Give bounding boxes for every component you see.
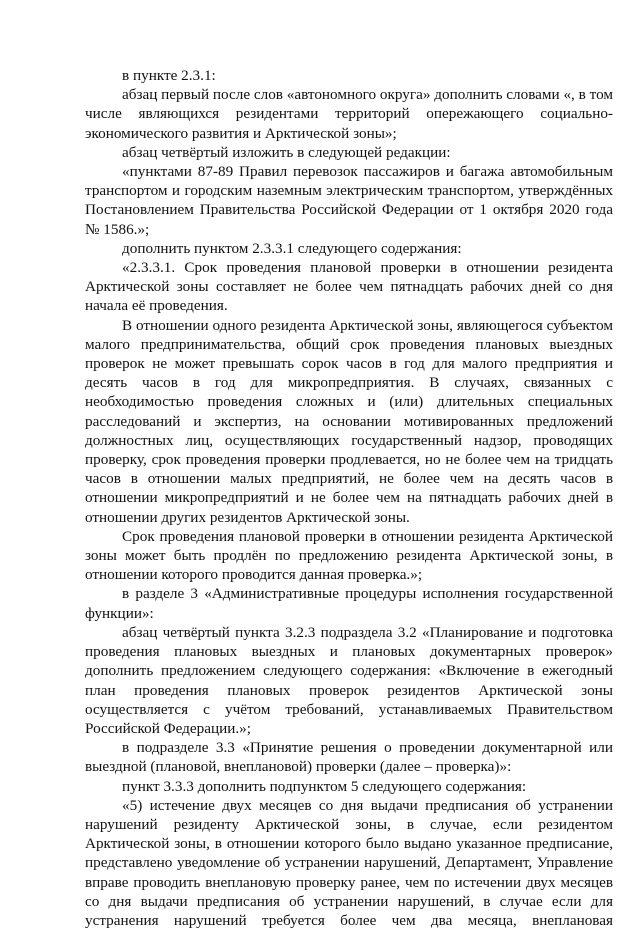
paragraph-point-2-3-1: в пункте 2.3.1: <box>122 67 216 84</box>
paragraph-small-business-limits: В отношении одного резидента Арктической зоны, являющегося субъектом малого предпринимательства, общий срок проведения плановых выездных проверок не может превышать сорок часов в год для малого предприятия и десять часов в год для микропредприятия. В случаях, связанных с необходимостью проведения сложных и (или) длительных специальных расследований и экспертиз, на основании мотивированных предложений должностных лиц, осуществляющих государственный надзор, проводящих проверку, срок проведения проверки продлевается, но не более чем на тридцать часов в отношении малых предприятий, не более чем на десять часов в отношении микропредприятий и не более чем на пятнадцать рабочих дней в отношении других резидентов Арктической зоны. <box>85 316 613 526</box>
paragraph-point-3-3-3: пункт 3.3.3 дополнить подпунктом 5 следующего содержания: <box>122 777 527 795</box>
paragraph-rules-reference: «пунктами 87-89 Правил перевозок пассажиров и багажа автомобильным транспортом и городским наземным электрическим транспортом, утверждённых Постановлением Правительства Российской Федерации от 1 октября 2020 года № 1586.»; <box>85 163 613 238</box>
paragraph-add-point-2-3-3-1: дополнить пунктом 2.3.3.1 следующего содержания: <box>122 239 462 257</box>
paragraph-first-abzac-amendment: абзац первый после слов «автономного округа» дополнить словами «, в том числе являющихся резидентами территорий опережающего социально-экономического развития и Арктической зоны»; <box>85 86 613 142</box>
paragraph-subsection-3-3: в подразделе 3.3 «Принятие решения о проведении документарной или выездной (плановой, внеплановой) проверки (далее – проверка)»: <box>85 739 613 776</box>
paragraph-point-2-3-3-1-text: «2.3.3.1. Срок проведения плановой проверки в отношении резидента Арктической зоны составляет не более чем пятнадцать рабочих дней со дня начала её проведения. <box>85 259 613 315</box>
paragraph-fourth-abzac-heading: абзац четвёртый изложить в следующей редакции: <box>122 143 451 161</box>
paragraph-subpoint-5: «5) истечение двух месяцев со дня выдачи предписания об устранении нарушений резиденту Арктической зоны, в случае, если резидентом Арктической зоны, в отношении которого было выдано указанное предписание, представлено уведомление об устранении нарушений, Департамент, Управление вправе проводить внеплановую проверку ранее, чем по истечении двух месяцев со дня выдачи предписания об устранении нарушений, в случае если для устранения нарушений требуется более чем два месяца, внеплановая <box>85 796 613 929</box>
paragraph-point-3-2-3: абзац четвёртый пункта 3.2.3 подраздела 3.2 «Планирование и подготовка проведения плановых выездных и плановых документарных проверок» дополнить предложением следующего содержания: «Включение в ежегодный план проведения плановых проверок резидентов Арктической зоны осуществляется с учётом требований, устанавливаемых Правительством Российской Федерации.»; <box>85 623 613 737</box>
paragraph-extension: Срок проведения плановой проверки в отношении резидента Арктической зоны может быть продлён по предложению резидента Арктической зоны, в отношении которого проводится данная проверка.»; <box>85 527 613 584</box>
paragraph-section-3: в разделе 3 «Административные процедуры исполнения государственной функции»: <box>85 585 613 622</box>
